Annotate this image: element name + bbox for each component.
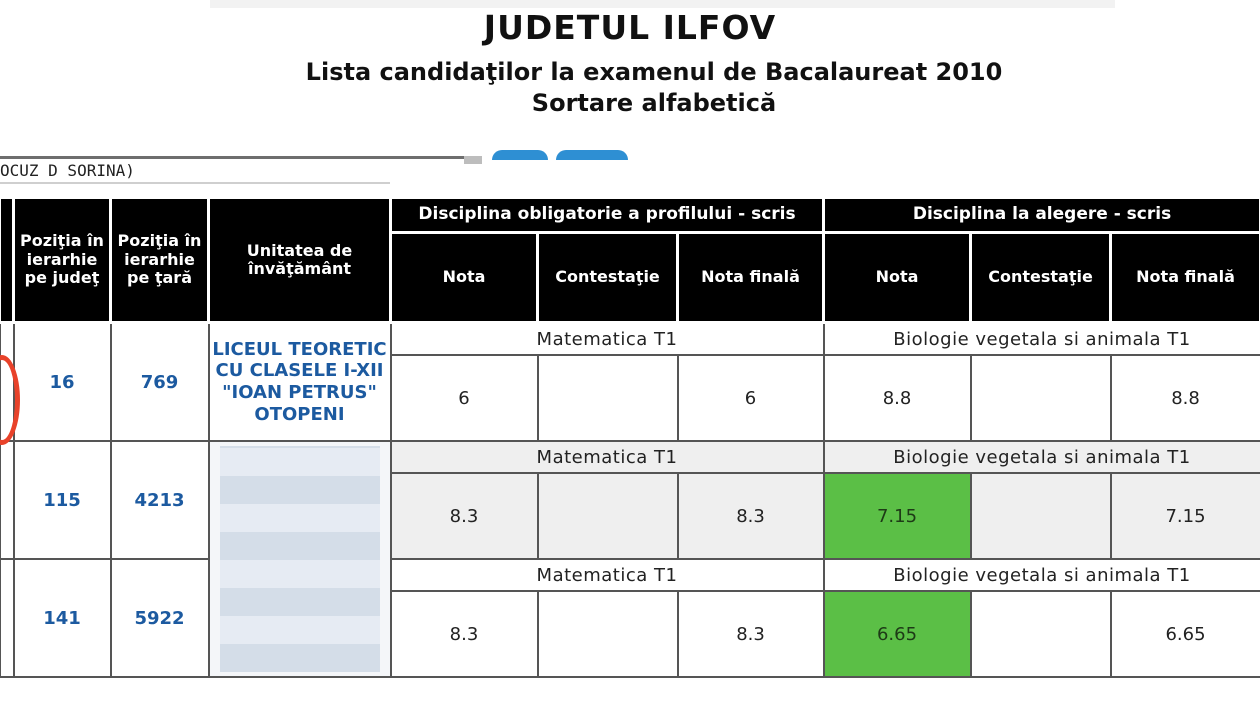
subject-elective: Biologie vegetala si animala T1 (824, 559, 1260, 591)
school-link[interactable]: LICEUL TEORETIC CU CLASELE I-XII "IOAN PETRUS" OTOPENI (209, 323, 391, 442)
header-nota-1: Nota (391, 233, 538, 323)
reset-button[interactable] (556, 150, 628, 160)
header-pos-country: Poziţia în ierarhie pe ţară (111, 198, 209, 323)
pos-country-link[interactable]: 5922 (111, 559, 209, 677)
nota-mandatory: 8.3 (391, 473, 538, 559)
subject-mandatory: Matematica T1 (391, 559, 824, 591)
header-pos-county: Poziţia în ierarhie pe judeţ (14, 198, 111, 323)
subject-elective: Biologie vegetala si animala T1 (824, 441, 1260, 473)
nota-elective-highlighted: 6.65 (824, 591, 971, 677)
table-row (0, 323, 1260, 356)
header-contestatie-2: Contestaţie (971, 233, 1111, 323)
final-elective: 6.65 (1111, 591, 1260, 677)
header-nota-finala-1: Nota finală (678, 233, 824, 323)
contestatie-mandatory (538, 355, 678, 441)
subject-elective: Biologie vegetala si animala T1 (824, 323, 1260, 356)
contestatie-mandatory (538, 591, 678, 677)
school-redacted (209, 441, 391, 677)
nota-elective: 8.8 (824, 355, 971, 441)
final-mandatory: 8.3 (678, 473, 824, 559)
nota-elective-highlighted: 7.15 (824, 473, 971, 559)
sort-label: Sortare alfabetică (531, 89, 777, 117)
page-subtitle: Lista candidaţilor la examenul de Bacalaureat 2010 (305, 58, 1003, 86)
candidate-select[interactable] (0, 156, 482, 185)
header-contestatie-1: Contestaţie (538, 233, 678, 323)
table-row (0, 559, 1260, 591)
contestatie-elective (971, 355, 1111, 441)
divider (0, 182, 390, 184)
top-strip (210, 0, 1115, 8)
contestatie-elective (971, 591, 1111, 677)
pos-county-link[interactable]: 141 (14, 559, 111, 677)
final-elective: 7.15 (1111, 473, 1260, 559)
contestatie-elective (971, 473, 1111, 559)
header-nota-finala-2: Nota finală (1111, 233, 1260, 323)
row-edge (0, 441, 14, 559)
contestatie-mandatory (538, 473, 678, 559)
nota-mandatory: 6 (391, 355, 538, 441)
blurred-region (220, 446, 380, 672)
row-edge (0, 559, 14, 677)
pos-country-link[interactable]: 769 (111, 323, 209, 442)
pos-county-link[interactable]: 115 (14, 441, 111, 559)
final-elective: 8.8 (1111, 355, 1260, 441)
header-group-elective: Disciplina la alegere - scris (824, 198, 1260, 233)
pos-county-link[interactable]: 16 (14, 323, 111, 442)
header-school: Unitatea de învăţământ (209, 198, 391, 323)
subject-mandatory: Matematica T1 (391, 441, 824, 473)
table-row (0, 441, 1260, 473)
header-group-mandatory: Disciplina obligatorie a profilului - scris (391, 198, 824, 233)
header-nota-2: Nota (824, 233, 971, 323)
page-title: JUDETUL ILFOV (483, 8, 777, 47)
candidate-select-value: OCUZ D SORINA) (0, 161, 135, 180)
final-mandatory: 8.3 (678, 591, 824, 677)
chevron-down-icon[interactable] (464, 156, 482, 164)
nota-mandatory: 8.3 (391, 591, 538, 677)
header-edge (0, 198, 14, 323)
search-button[interactable] (492, 150, 548, 160)
final-mandatory: 6 (678, 355, 824, 441)
subject-mandatory: Matematica T1 (391, 323, 824, 356)
pos-country-link[interactable]: 4213 (111, 441, 209, 559)
results-table (0, 196, 1260, 678)
